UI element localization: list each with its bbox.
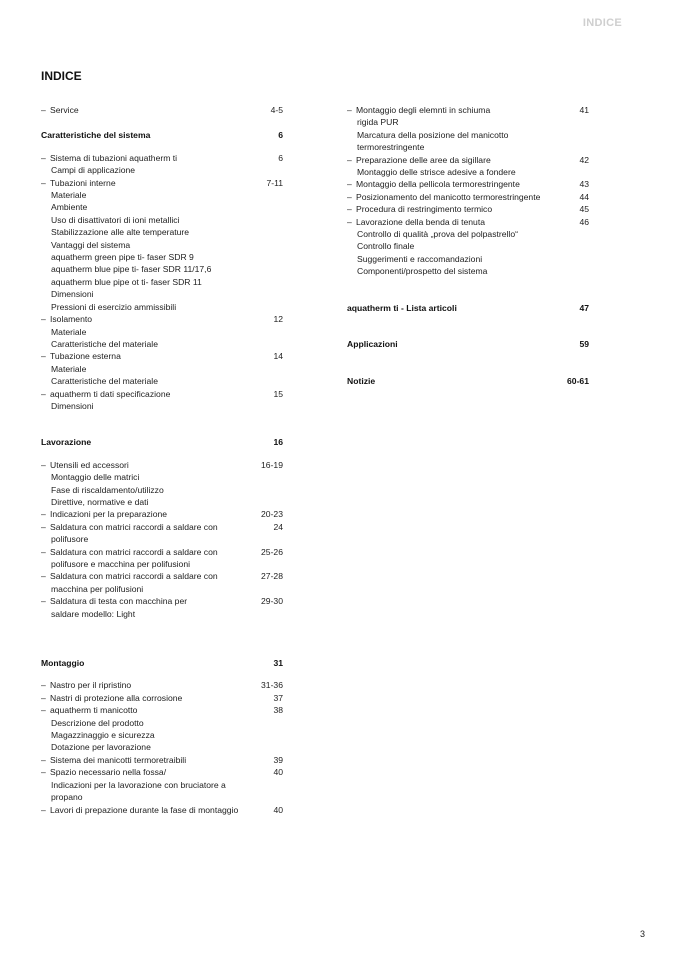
dash-bullet: – [347, 154, 352, 165]
dash-bullet: – [41, 546, 46, 557]
toc-entry [347, 154, 589, 166]
toc-entry-text: Applicazioni [347, 339, 398, 350]
toc-page-number: 39 [273, 754, 283, 765]
page-title: INDICE [41, 69, 82, 83]
toc-entry [41, 804, 283, 816]
toc-entry [41, 239, 283, 251]
toc-entry [41, 558, 283, 570]
toc-entry [347, 104, 589, 116]
spacer [347, 351, 589, 375]
toc-page-number: 31 [273, 658, 283, 669]
toc-entry-text: Descrizione del prodotto [51, 717, 144, 728]
dash-bullet: – [347, 179, 352, 190]
toc-entry-text: Componenti/prospetto del sistema [357, 266, 488, 277]
toc-entry [41, 496, 283, 508]
toc-entry-text: Magazzinaggio e sicurezza [51, 730, 155, 741]
toc-entry [41, 313, 283, 325]
toc-entry [41, 692, 283, 704]
dash-bullet: – [41, 596, 46, 607]
toc-entry-text: aquatherm blue pipe ti- faser SDR 11/17,6 [51, 264, 212, 275]
toc-entry-text: termorestringente [357, 142, 425, 153]
toc-entry-text: Posizionamento del manicotto termorestringente [356, 191, 541, 202]
toc-entry-text: Lavori di prepazione durante la fase di montaggio [50, 804, 239, 815]
toc-entry-text: Indicazioni per la lavorazione con bruciatore a [51, 779, 226, 790]
spacer [41, 669, 283, 679]
toc-page-number: 14 [273, 351, 283, 362]
toc-entry-text: Saldatura di testa con macchina per [50, 596, 188, 607]
toc-page-number: 42 [579, 154, 589, 165]
toc-page-number: 12 [273, 314, 283, 325]
dash-bullet: – [41, 314, 46, 325]
toc-entry-text: aquatherm ti manicotto [50, 705, 138, 716]
dash-bullet: – [41, 705, 46, 716]
toc-page-number: 59 [579, 339, 589, 350]
toc-entry-text: macchina per polifusioni [51, 583, 144, 594]
toc-entry [41, 508, 283, 520]
toc-page-number: 20-23 [261, 509, 283, 520]
dash-bullet: – [41, 692, 46, 703]
toc-page-number: 15 [273, 388, 283, 399]
toc-entry [41, 263, 283, 275]
toc-entry-text: Montaggio delle matrici [51, 472, 140, 483]
toc-entry-text: Ambiente [51, 202, 88, 213]
toc-entry [347, 253, 589, 265]
toc-entry [41, 583, 283, 595]
toc-page-number: 6 [278, 152, 283, 163]
page-number: 3 [640, 929, 646, 939]
dash-bullet: – [347, 105, 352, 115]
toc-entry-text: Sistema di tubazioni aquatherm ti [50, 152, 178, 163]
toc-entry [41, 301, 283, 313]
dash-bullet: – [41, 459, 46, 470]
toc-entry-text: Caratteristiche del materiale [51, 376, 158, 387]
toc-page-number: 16 [273, 437, 283, 448]
toc-entry [41, 201, 283, 213]
toc-entry-text: Uso di disattivatori di ioni metallici [51, 214, 180, 225]
toc-entry-text: Montaggio [41, 658, 85, 669]
dash-bullet: – [41, 754, 46, 765]
toc-entry [41, 104, 283, 116]
toc-section-heading [41, 436, 283, 448]
toc-entry [41, 164, 283, 176]
toc-entry [41, 251, 283, 263]
toc-page-number: 7-11 [266, 177, 283, 188]
toc-page-number: 24 [273, 521, 283, 532]
dash-bullet: – [41, 680, 46, 691]
toc-entry [41, 471, 283, 483]
toc-section-heading [347, 302, 589, 314]
toc-entry [41, 484, 283, 496]
toc-entry [41, 729, 283, 741]
toc-entry-text: saldare modello: Light [51, 608, 136, 619]
toc-entry-text: Campi di applicazione [51, 165, 136, 176]
toc-entry-text: Suggerimenti e raccomandazioni [357, 253, 483, 264]
toc-entry-text: Dimensioni [51, 400, 94, 411]
toc-entry [41, 521, 283, 533]
toc-page-number: 4-5 [270, 105, 283, 115]
toc-entry [41, 570, 283, 582]
toc-entry-text: Materiale [51, 326, 87, 337]
toc-entry-text: Saldatura con matrici raccordi a saldare con [50, 571, 218, 582]
toc-entry [41, 152, 283, 164]
toc-entry-text: Service [50, 105, 79, 115]
toc-page-number: 29-30 [261, 596, 283, 607]
toc-entry [347, 191, 589, 203]
toc-page-number: 27-28 [261, 571, 283, 582]
toc-page-number: 40 [273, 767, 283, 778]
toc-entry-text: polifusore e macchina per polifusioni [51, 559, 191, 569]
toc-entry-text: Tubazione esterna [50, 351, 121, 362]
toc-entry-text: Preparazione delle aree da sigillare [356, 154, 491, 165]
toc-entry [41, 608, 283, 620]
toc-entry-text: aquatherm ti - Lista articoli [347, 302, 457, 313]
dash-bullet: – [41, 521, 46, 532]
toc-section-heading [41, 129, 283, 141]
toc-entry-text: Montaggio delle strisce adesive a fondere [357, 167, 516, 178]
toc-entry [41, 288, 283, 300]
dash-bullet: – [41, 767, 46, 778]
dash-bullet: – [41, 509, 46, 520]
toc-entry [41, 326, 283, 338]
spacer [347, 278, 589, 302]
toc-page-number: 47 [579, 302, 589, 313]
toc-page-number: 45 [579, 204, 589, 215]
toc-entry [41, 375, 283, 387]
toc-entry-text: Sistema dei manicotti termoretraibili [50, 754, 187, 765]
toc-entry-text: Lavorazione della benda di tenuta [356, 216, 486, 227]
toc-entry-text: Stabilizzazione alle alte temperature [51, 227, 190, 238]
toc-entry-text: Direttive, normative e dati [51, 496, 149, 507]
toc-entry-text: Dotazione per lavorazione [51, 742, 151, 753]
toc-entry [41, 533, 283, 545]
toc-entry [41, 276, 283, 288]
toc-entry-text: Nastro per il ripristino [50, 680, 132, 691]
toc-page-number: 25-26 [261, 546, 283, 557]
toc-entry-text: polifusore [51, 534, 89, 545]
toc-entry [347, 166, 589, 178]
toc-entry-text: Controllo finale [357, 241, 415, 252]
toc-entry-text: Caratteristiche del materiale [51, 338, 158, 349]
toc-entry-text: Procedura di restringimento termico [356, 204, 493, 215]
toc-page-number: 37 [273, 692, 283, 703]
toc-entry-text: Materiale [51, 363, 87, 374]
toc-entry-text: aquatherm green pipe ti- faser SDR 9 [51, 252, 194, 263]
toc-page-number: 60-61 [567, 375, 589, 386]
toc-entry-text: Marcatura della posizione del manicotto [357, 129, 509, 140]
toc-entry [41, 741, 283, 753]
spacer [41, 116, 283, 129]
toc-page-number: 16-19 [261, 459, 283, 470]
toc-entry [41, 679, 283, 691]
toc-entry-text: Saldatura con matrici raccordi a saldare con [50, 546, 218, 557]
dash-bullet: – [41, 571, 46, 582]
toc-entry [41, 704, 283, 716]
toc-entry [347, 116, 589, 128]
toc-entry [41, 459, 283, 471]
toc-entry-text: aquatherm blue pipe ot ti- faser SDR 11 [51, 276, 202, 287]
toc-entry-text: Saldatura con matrici raccordi a saldare con [50, 521, 218, 532]
toc-entry [347, 203, 589, 215]
toc-entry [41, 779, 283, 791]
dash-bullet: – [347, 204, 352, 215]
toc-entry [41, 338, 283, 350]
toc-page-number: 6 [278, 130, 283, 141]
dash-bullet: – [41, 351, 46, 362]
toc-page-number: 43 [579, 179, 589, 190]
dash-bullet: – [41, 105, 46, 115]
toc-entry [41, 791, 283, 803]
toc-page-number: 40 [273, 804, 283, 815]
spacer [347, 314, 589, 338]
toc-entry-text: Tubazioni interne [50, 177, 116, 188]
toc-entry-text: Dimensioni [51, 289, 94, 300]
toc-entry-text: Materiale [51, 190, 87, 201]
toc-entry-text: Lavorazione [41, 437, 92, 448]
toc-right-column [347, 104, 589, 387]
dash-bullet: – [347, 216, 352, 227]
toc-entry [347, 265, 589, 277]
toc-entry [41, 214, 283, 226]
toc-page-number: 44 [579, 191, 589, 202]
toc-entry [41, 226, 283, 238]
toc-entry [347, 228, 589, 240]
dash-bullet: – [41, 804, 46, 815]
toc-page-number: 41 [579, 105, 589, 115]
toc-entry-text: Montaggio degli elemnti in schiuma [356, 105, 491, 115]
toc-entry [347, 129, 589, 141]
toc-entry [41, 363, 283, 375]
dash-bullet: – [347, 191, 352, 202]
dash-bullet: – [41, 177, 46, 188]
toc-entry-text: Nastri di protezione alla corrosione [50, 692, 183, 703]
toc-entry [347, 240, 589, 252]
toc-entry-text: Indicazioni per la preparazione [50, 509, 168, 520]
toc-entry-text: Notizie [347, 375, 376, 386]
toc-entry-text: Isolamento [50, 314, 93, 325]
toc-entry [347, 216, 589, 228]
toc-left-column [41, 104, 283, 816]
toc-entry [41, 350, 283, 362]
toc-entry-text: Fase di riscaldamento/utilizzo [51, 484, 164, 495]
running-header: INDICE [582, 17, 622, 29]
toc-entry [41, 189, 283, 201]
toc-entry [41, 388, 283, 400]
dash-bullet: – [41, 388, 46, 399]
toc-entry-text: Controllo di qualità „prova del polpastrello“ [357, 229, 518, 240]
toc-entry-text: Montaggio della pellicola termorestringente [356, 179, 520, 190]
toc-entry-text: Caratteristiche del sistema [41, 130, 151, 141]
toc-entry [41, 595, 283, 607]
spacer [41, 412, 283, 436]
toc-page-number: 46 [579, 216, 589, 227]
toc-entry [41, 766, 283, 778]
toc-entry [347, 141, 589, 153]
toc-entry-text: Vantaggi del sistema [51, 239, 131, 250]
toc-entry [347, 178, 589, 190]
toc-entry-text: aquatherm ti dati specificazione [50, 388, 171, 399]
spacer [41, 620, 283, 657]
toc-entry [41, 177, 283, 189]
toc-entry-text: propano [51, 792, 83, 803]
toc-entry [41, 546, 283, 558]
toc-entry [41, 754, 283, 766]
toc-page-number: 31-36 [261, 680, 283, 691]
toc-section-heading [347, 338, 589, 350]
toc-section-heading [347, 375, 589, 387]
toc-entry-text: Utensili ed accessori [50, 459, 129, 470]
toc-page-number: 38 [273, 705, 283, 716]
toc-entry [41, 400, 283, 412]
toc-entry [41, 717, 283, 729]
toc-entry-text: Spazio necessario nella fossa/ [50, 767, 167, 778]
spacer [41, 449, 283, 459]
dash-bullet: – [41, 152, 46, 163]
toc-entry-text: rigida PUR [357, 117, 399, 128]
toc-entry-text: Pressioni di esercizio ammissibili [51, 301, 177, 312]
spacer [41, 142, 283, 152]
toc-section-heading [41, 657, 283, 669]
